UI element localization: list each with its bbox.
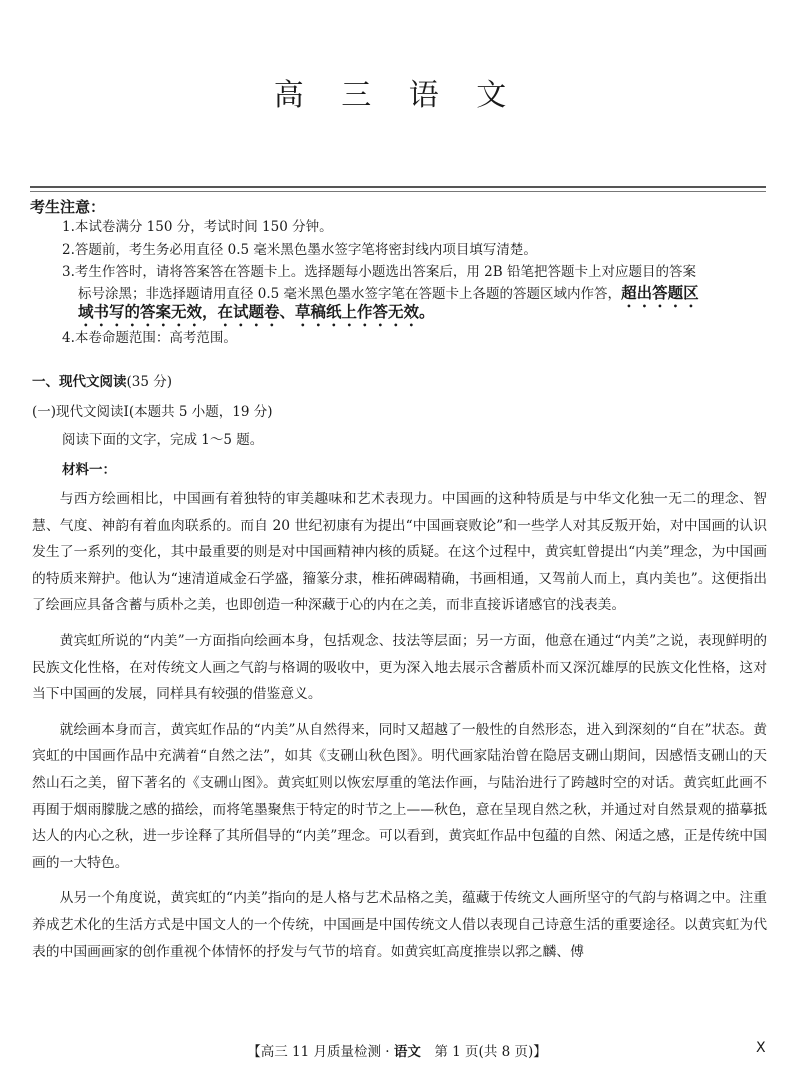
section-heading [32,370,172,390]
section-label: 一、现代文阅读 [32,374,127,390]
passage [32,486,767,974]
footer-page-number: 第 1 页(共 8 页)】 [420,1044,547,1060]
header-rule-thin [30,191,766,192]
passage-paragraph: 就绘画本身而言，黄宾虹作品的“内美”从自然得来，同时又超越了一般性的自然形态，进入到深刻的“自在”状态。黄宾虹的中国画作品中充满着“自然之法”，如其《支硎山秋色图》。明代画家陆治曾在隐居支硎山期间，因感悟支硎山的天然山石之美，留下著名的《支硎山图》。黄宾虹则以恢宏厚重的笔法作画，与陆治进行了跨越时空的对话。黄宾虹此画不再囿于烟雨朦胧之感的描绘，而将笔墨聚焦于特定的时节之上——秋色，意在呈现自然之秋，并通过对自然景观的描摹抵达人的内心之秋，进一步诠释了其所倡导的“内美”理念。可以看到，黄宾虹作品中包蕴的自然、闲适之感，正是传统中国画的一大特色。 [32,721,767,871]
header-rule-thick [30,186,766,188]
page-title: 高 三 语 文 [273,78,521,113]
notice-item-1: 1.本试卷满分 150 分，考试时间 150 分钟。 [62,219,333,235]
material-label: 材料一： [62,462,116,478]
instruction-text: 阅读下面的文字，完成 1～5 题。 [62,432,264,448]
footer-prefix: 【高三 11 月质量检测 · [247,1044,394,1060]
passage-paragraph: 从另一个角度说，黄宾虹的“内美”指向的是人格与艺术品格之美，蕴藏于传统文人画所坚守的气韵与格调之中。注重养成艺术化的生活方式是中国文人的一个传统，中国画是中国传统文人借以表现自己诗意生活的重要途径。以黄宾虹为代表的中国画画家的创作重视个体情怀的抒发与气节的培育。如黄宾虹高度推崇以郛之麟、傅 [32,890,767,960]
page-footer [0,1040,794,1060]
notice-item-3-emphasis-cont: 域书写的答案无效，在试题卷、草稿纸上作答无效。 [78,303,435,321]
notice-item-3: 3.考生作答时，请将答案答在答题卡上。选择题每小题选出答案后，用 2B 铅笔把答题卡上对应题目的答案 [62,264,696,280]
notice-item-3-plain: 标号涂黑；非选择题请用直径 0.5 毫米黑色墨水签字笔在答题卡上各题的答题区域内作答， [78,286,622,302]
passage-paragraph: 黄宾虹所说的“内美”一方面指向绘画本身，包括观念、技法等层面；另一方面，他意在通过“内美”之说，表现鲜明的民族文化性格，在对传统文人画之气韵与格调的吸收中，更为深入地去展示含蓄质朴而又深沉雄厚的民族文化性格，这对当下中国画的发展，同样具有较强的借鉴意义。 [32,632,767,703]
section-points: (35 分) [126,374,173,390]
notice-item-4: 4.本卷命题范围：高考范围。 [62,330,237,346]
notice-item-2: 2.答题前，考生务必用直径 0.5 毫米黑色墨水签字笔将密封线内项目填写清楚。 [62,242,537,258]
footer-subject: 语文 [393,1044,421,1060]
subsection-heading: (一)现代文阅读Ⅰ(本题共 5 小题，19 分) [32,404,273,420]
passage-paragraph: 与西方绘画相比，中国画有着独特的审美趣味和艺术表现力。中国画的这种特质是与中华文化独一无二的理念、智慧、气度、神韵有着血肉联系的。而自 20 世纪初康有为提出“中国画衰败论”和一些学人对其反叛开始，对中国画的认识发生了一系列的变化，其中最重要的则是对中国画精神内核的质疑。在这个过程中，黄宾虹曾提出“内美”理念，为中国画的特质来辩护。他认为“速清道咸金石学盛，籀篆分隶，椎拓碑碣精确，书画相通，又驾前人而上，真内美也”。这便指出了绘画应具备含蓄与质朴之美，也即创造一种深藏于心的内在之美，而非直接诉诸感官的浅表美。 [32,491,767,614]
footer-mark: X [756,1040,766,1056]
notice-item-3-emphasis: 超出答题区 [621,284,699,302]
notice-heading: 考生注意： [30,198,106,216]
